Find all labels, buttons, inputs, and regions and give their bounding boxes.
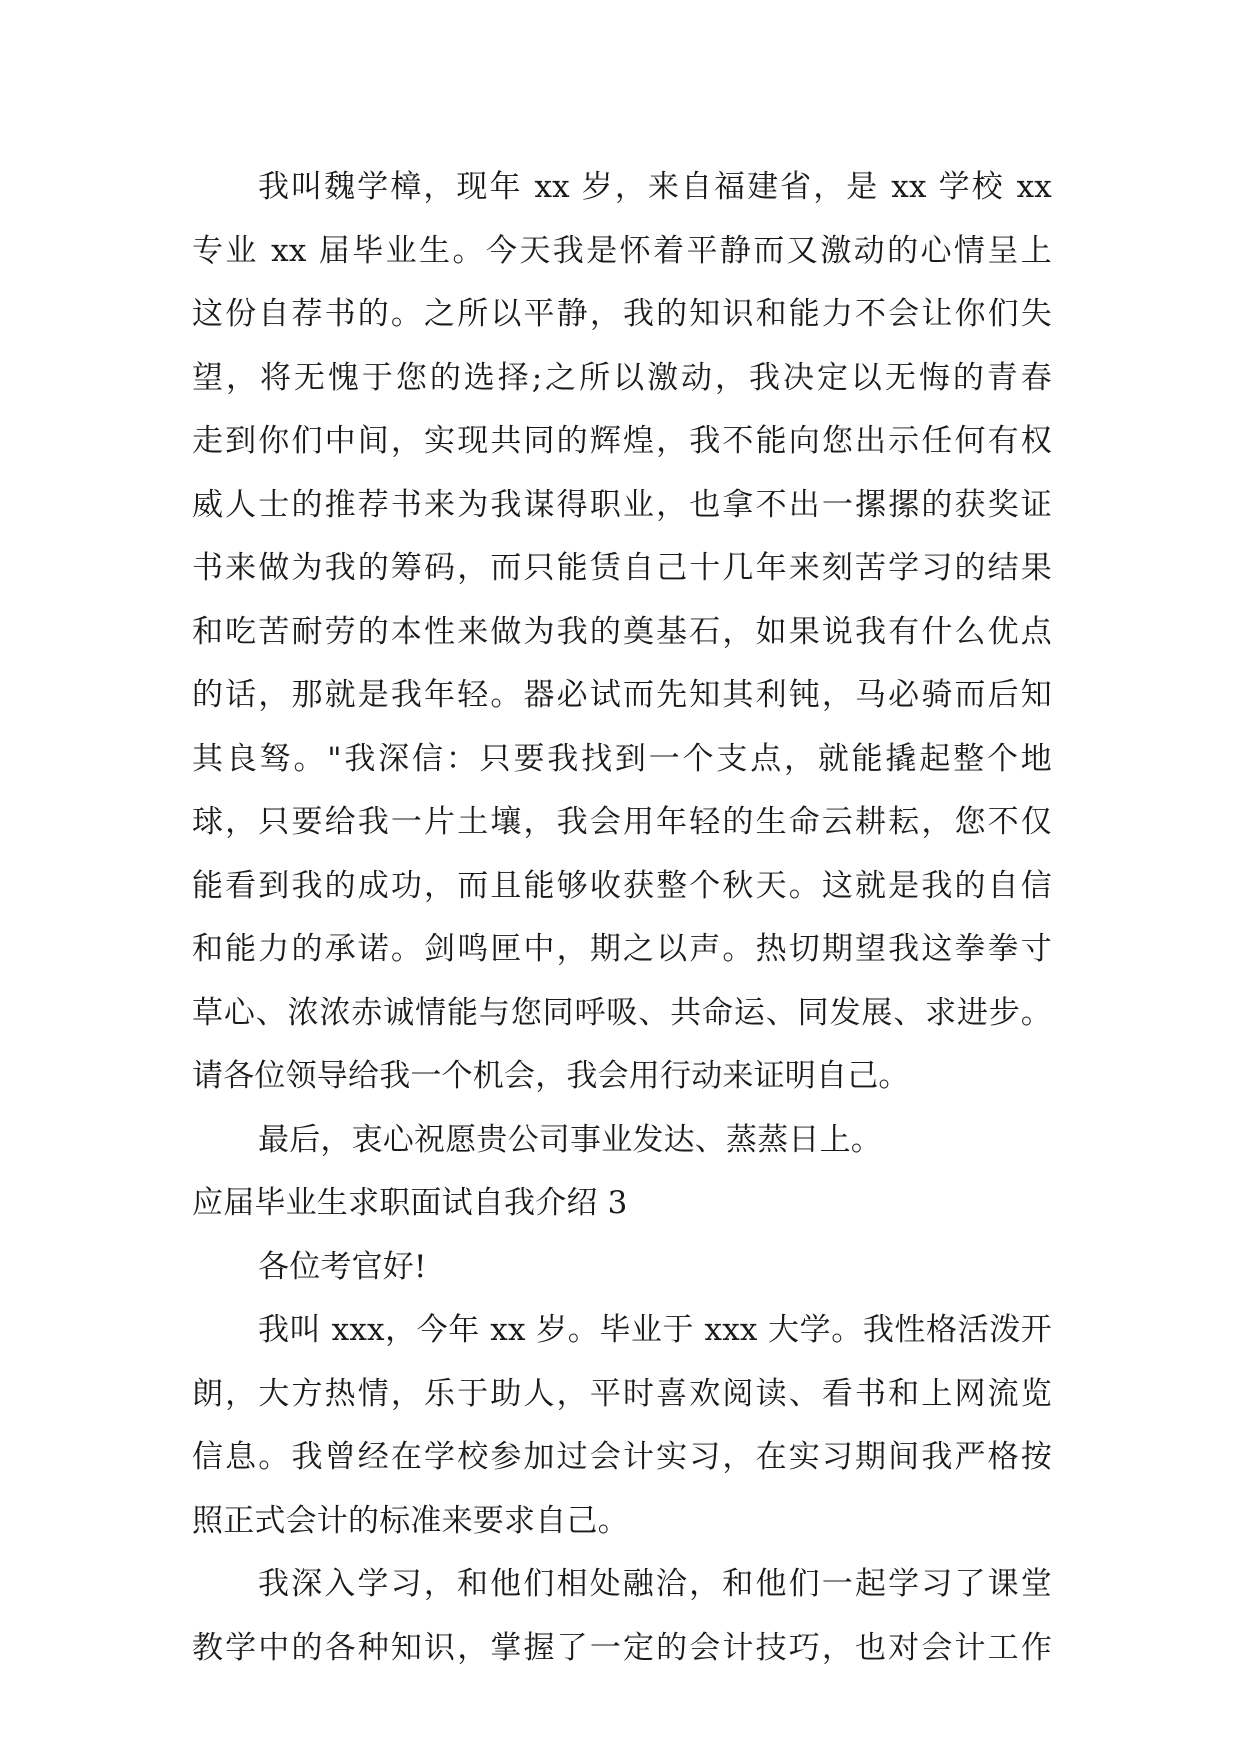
text-line: 球，只要给我一片土壤，我会用年轻的生命云耕耘，您不仅 bbox=[192, 804, 1052, 840]
text-line: 其良驽。"我深信：只要我找到一个支点，就能撬起整个地 bbox=[192, 740, 1052, 777]
paragraph-greeting bbox=[192, 1236, 1052, 1300]
paragraph-closing-wish bbox=[192, 1109, 1052, 1173]
text-line: 照正式会计的标准来要求自己。 bbox=[192, 1502, 629, 1539]
text-line: 朗，大方热情，乐于助人，平时喜欢阅读、看书和上网流览 bbox=[192, 1375, 1052, 1412]
text-line: 书来做为我的筹码，而只能赁自己十几年来刻苦学习的结果 bbox=[192, 550, 1052, 586]
paragraph-intro bbox=[192, 1299, 1052, 1553]
text-line: 和吃苦耐劳的本性来做为我的奠基石，如果说我有什么优点 bbox=[192, 613, 1052, 650]
text-line: 各位考官好! bbox=[258, 1248, 427, 1285]
text-line: 望，将无愧于您的选择;之所以激动，我决定以无悔的青春 bbox=[192, 359, 1052, 396]
text-line: 我叫魏学樟，现年 xx 岁，来自福建省，是 xx 学校 xx bbox=[258, 169, 1052, 205]
document-page bbox=[192, 156, 1052, 1680]
text-line: 我叫 xxx，今年 xx 岁。毕业于 xxx 大学。我性格活泼开 bbox=[258, 1312, 1052, 1348]
section-heading: 应届毕业生求职面试自我介绍 3 bbox=[192, 1185, 628, 1221]
text-line: 这份自荐书的。之所以平静，我的知识和能力不会让你们失 bbox=[192, 296, 1052, 332]
paragraph-self-recommendation bbox=[192, 156, 1052, 1109]
text-line: 能看到我的成功，而且能够收获整个秋天。这就是我的自信 bbox=[192, 867, 1052, 904]
text-line: 走到你们中间，实现共同的辉煌，我不能向您出示任何有权 bbox=[192, 423, 1052, 459]
text-line: 专业 xx 届毕业生。今天我是怀着平静而又激动的心情呈上 bbox=[192, 232, 1052, 269]
text-line: 信息。我曾经在学校参加过会计实习，在实习期间我严格按 bbox=[192, 1439, 1052, 1475]
text-line: 最后，衷心祝愿贵公司事业发达、蒸蒸日上。 bbox=[258, 1121, 882, 1158]
text-line: 我深入学习，和他们相处融洽，和他们一起学习了课堂 bbox=[258, 1566, 1052, 1602]
paragraph-study bbox=[192, 1553, 1052, 1680]
text-line: 草心、浓浓赤诚情能与您同呼吸、共命运、同发展、求进步。 bbox=[192, 994, 1052, 1031]
text-line: 的话，那就是我年轻。器必试而先知其利钝，马必骑而后知 bbox=[192, 677, 1052, 713]
text-line: 威人士的推荐书来为我谋得职业，也拿不出一摞摞的获奖证 bbox=[192, 486, 1052, 523]
text-line: 和能力的承诺。剑鸣匣中，期之以声。热切期望我这拳拳寸 bbox=[192, 931, 1052, 967]
text-line: 请各位领导给我一个机会，我会用行动来证明自己。 bbox=[192, 1058, 910, 1094]
text-line: 教学中的各种知识，掌握了一定的会计技巧，也对会计工作 bbox=[192, 1629, 1052, 1666]
